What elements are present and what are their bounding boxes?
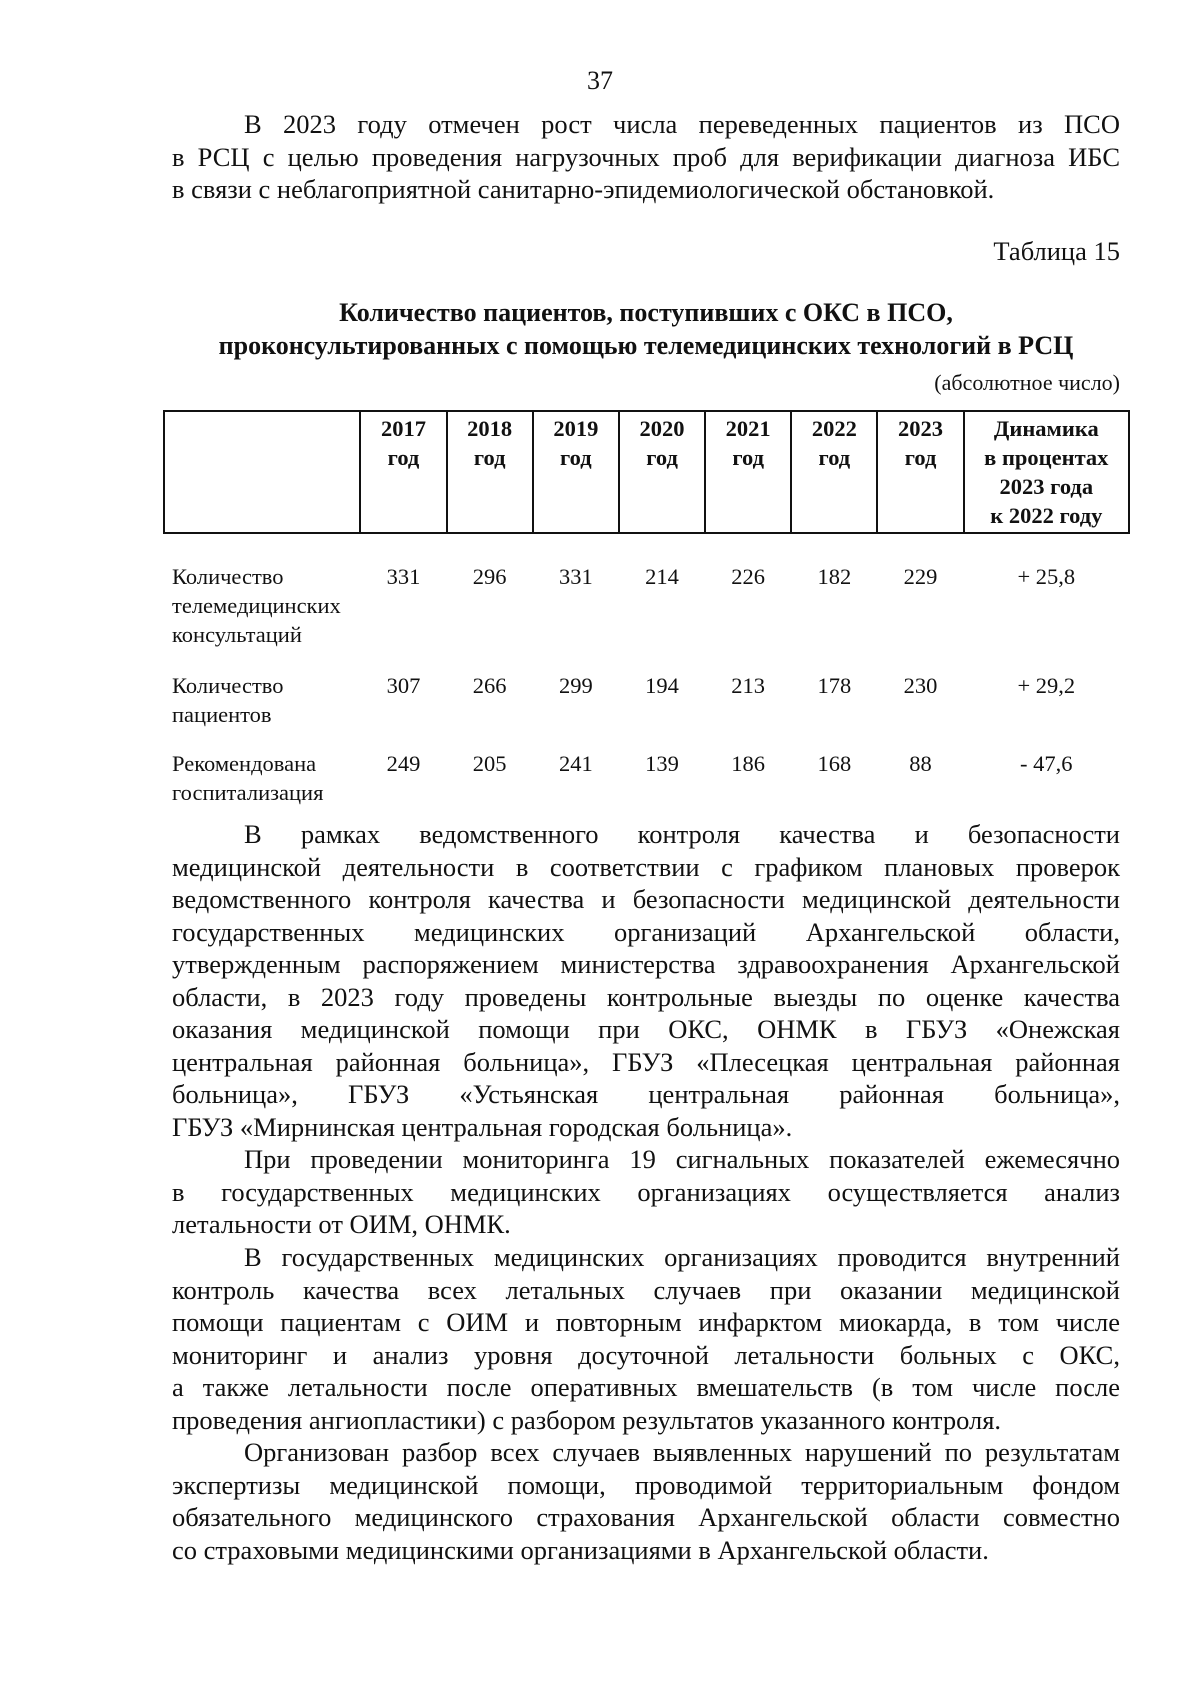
table-cell: 168 [817,751,852,776]
header-cell-2020: 2020 год [619,411,705,533]
table-caption: Таблица 15 [993,236,1120,266]
table-row [164,533,1129,649]
header-cell-2018: 2018 год [447,411,533,533]
table-cell: 229 [903,564,938,589]
row-label: Количество телемедицинских консультаций [172,564,341,647]
paragraph-internal-control [172,1241,1120,1436]
text-line: экспертизы медицинской помощи, проводимой территориальным фондом [172,1469,1120,1500]
data-table [163,410,1130,807]
table-title-line: проконсультированных с помощью телемедицинских технологий в РСЦ [218,331,1074,360]
text-line: В государственных медицинских организациях проводится внутренний [244,1242,1120,1272]
text-line: со страховыми медицинскими организациями в Архангельской области. [172,1534,989,1565]
table-units: (абсолютное число) [934,370,1120,395]
text-line: обязательного медицинского страхования Архангельской области совместно [172,1502,1120,1532]
page-number: 37 [587,66,613,95]
table-row [164,729,1129,807]
text-line: ведомственного контроля качества и безопасности медицинской деятельности [172,884,1120,914]
table-cell-dynamics: + 29,2 [1017,673,1076,698]
header-cell-dynamics: Динамика в процентах 2023 года к 2022 году [964,411,1129,533]
header-cell-empty [164,411,360,533]
text-line: области, в 2023 году проведены контрольные выезды по оценке качества [172,981,1120,1012]
text-line: В 2023 году отмечен рост числа переведенных пациентов из ПСО [244,109,1120,139]
text-line: При проведении мониторинга 19 сигнальных показателей ежемесячно [244,1144,1120,1174]
text-line: утвержденным распоряжением министерства здравоохранения Архангельской [172,949,1120,979]
table-cell: 299 [558,673,593,698]
header-cell-2022: 2022 год [791,411,877,533]
text-line: медицинской деятельности в соответствии с графиком плановых проверок [172,851,1120,882]
text-line: помощи пациентам с ОИМ и повторным инфарктом миокарда, в том числе [172,1307,1120,1337]
table-cell: 226 [731,564,766,589]
table-cell: 205 [472,751,507,776]
text-line: летальности от ОИМ, ОНМК. [172,1209,511,1239]
table-cell: 214 [645,564,679,589]
paragraph-violations-review [172,1436,1120,1566]
header-cell-2017: 2017 год [360,411,446,533]
text-line: в государственных медицинских организациях осуществляется анализ [172,1176,1120,1207]
text-line: ГБУЗ «Мирнинская центральная городская больница». [172,1111,793,1142]
text-line: государственных медицинских организаций Архангельской области, [172,916,1120,947]
text-line: контроль качества всех летальных случаев при оказании медицинской [172,1274,1120,1305]
table-cell: 182 [817,564,852,589]
header-cell-2019: 2019 год [533,411,619,533]
table-cell: 230 [903,673,938,698]
table-cell: 213 [731,673,766,698]
header-cell-2021: 2021 год [705,411,791,533]
table-cell: 266 [472,673,507,698]
table-title [172,296,1120,362]
text-line: проведения ангиопластики) с разбором результатов указанного контроля. [172,1404,1002,1435]
text-line: больница», ГБУЗ «Устьянская центральная районная больница», [172,1079,1120,1109]
table-cell: 241 [558,751,593,776]
table-cell: 186 [731,751,766,776]
table-cell: 178 [817,673,852,698]
paragraph-monitoring [172,1143,1120,1241]
intro-paragraph [172,108,1120,206]
table-cell: 88 [909,751,932,776]
header-cell-2023: 2023 год [877,411,963,533]
table-header-row [164,411,1129,533]
row-label: Количество пациентов [172,673,284,727]
table-cell: 331 [386,564,421,589]
table-cell-dynamics: - 47,6 [1020,751,1073,776]
text-line: центральная районная больница», ГБУЗ «Плесецкая центральная районная [172,1046,1120,1077]
table-cell: 307 [386,673,421,698]
text-line: В рамках ведомственного контроля качества и безопасности [244,819,1120,849]
table-title-line: Количество пациентов, поступивших с ОКС в ПСО, [339,298,953,327]
row-label: Рекомендована госпитализация [172,751,324,805]
text-line: в РСЦ с целью проведения нагрузочных проб для верификации диагноза ИБС [172,141,1120,172]
text-line: мониторинг и анализ уровня досуточной летальности больных с ОКС, [172,1339,1120,1370]
text-line: Организован разбор всех случаев выявленных нарушений по результатам [244,1437,1120,1467]
table-cell-dynamics: + 25,8 [1017,564,1076,589]
text-line: а также летальности после оперативных вмешательств (в том числе после [172,1372,1120,1402]
text-line: оказания медицинской помощи при ОКС, ОНМК в ГБУЗ «Онежская [172,1014,1120,1044]
table-cell: 194 [645,673,679,698]
table-cell: 296 [472,564,507,589]
text-line: в связи с неблагоприятной санитарно-эпидемиологической обстановкой. [172,174,995,204]
paragraph-quality-control [172,818,1120,1143]
table-cell: 139 [645,751,679,776]
table-cell: 249 [386,751,421,776]
table-cell: 331 [558,564,593,589]
table-row [164,649,1129,729]
